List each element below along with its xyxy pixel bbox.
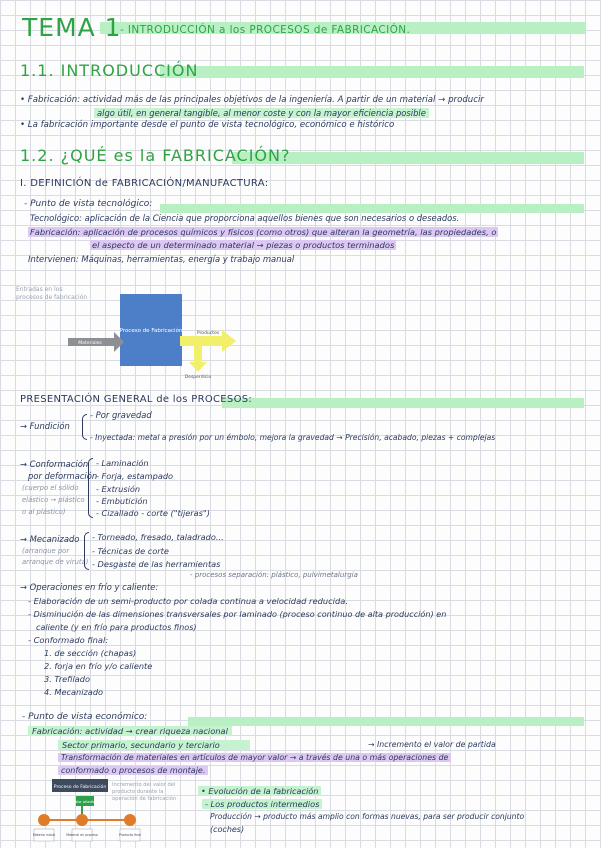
mecanizado-item-2: - Técnicas de corte	[92, 546, 169, 556]
mecanizado-brace	[84, 532, 89, 570]
conformacion-note-1: (cuerpo el sólido	[22, 484, 79, 492]
stage-1-label: Materia inicial	[32, 833, 56, 837]
stage-1-dot	[38, 814, 50, 826]
conformacion-sub: por deformación	[28, 471, 98, 481]
conformado-step-3: 3. Trefilado	[44, 674, 90, 684]
operaciones-line-2: - Disminución de las dimensiones transversales por laminado (proceso continuo de alta producción) en	[28, 609, 447, 619]
fundicion-brace	[82, 414, 87, 440]
chart-title: Proceso de Fabricación	[53, 785, 107, 790]
fabrication-diagram	[60, 288, 250, 380]
chart-note: Incremento del valor del producto durante la operación de fabricación	[112, 782, 177, 802]
tech-view-bar	[160, 204, 584, 213]
page-title: TEMA 1	[22, 13, 122, 42]
fundicion-label: → Fundición	[20, 421, 70, 431]
conformacion-note-3: o al plástico)	[22, 508, 66, 516]
diagram-note: Entradas en los procesos de fabricación	[16, 286, 88, 301]
waste-arrow	[189, 346, 207, 372]
mecanizado-label: → Mecanizado	[20, 534, 80, 544]
economic-line-4: conformado o procesos de montaje.	[58, 766, 208, 775]
mecanizado-item-3: - Desgaste de las herramientas	[92, 559, 221, 569]
economic-right-3: Producción → producto más amplio con formas nuevas, para ser producir conjunto	[210, 812, 525, 821]
intro-line-1: • Fabricación: actividad más de las principales objetivos de la ingeniería. A partir de un material → producir	[20, 95, 484, 105]
definition-heading: I. DEFINICIÓN de FABRICACIÓN/MANUFACTURA:	[20, 178, 269, 189]
page-subtitle: - INTRODUCCIÓN a los PROCESOS de FABRICACIÓN.	[120, 24, 411, 36]
intro-line-2: algo útil, en general tangible, al menor coste y con la mayor eficiencia posible	[94, 108, 429, 118]
economic-line-1: Fabricación: actividad → crear riqueza nacional	[28, 726, 232, 736]
process-label-text: Proceso de Fabricación	[119, 328, 183, 334]
tech-line-2: Fabricación: aplicación de procesos químicos y físicos (como otros) que alteran la geometría, las propiedades, o	[30, 227, 497, 237]
tech-line-3: el aspecto de un determinado material → piezas o productos terminados	[92, 240, 395, 250]
operaciones-label: → Operaciones en frío y caliente:	[20, 582, 159, 592]
conformacion-item-2: - Forja, estampado	[96, 471, 174, 481]
operaciones-line-3: caliente (y en frío para productos finos)	[36, 622, 197, 632]
conformado-step-2: 2. forja en frío y/o caliente	[44, 661, 153, 671]
economic-right-4: (coches)	[210, 825, 245, 834]
input-label: Materiales	[78, 341, 102, 346]
stage-3-label: Producto final	[119, 833, 141, 837]
economic-line-3: Transformación de materiales en artículos de mayor valor → a través de una o más operaciones de	[58, 753, 451, 762]
stage-2-dot	[76, 814, 88, 826]
economic-right-2: - Los productos intermedios	[202, 799, 322, 809]
stage-3-dot	[124, 814, 136, 826]
waste-label: Desperdicio	[184, 375, 212, 380]
conformacion-item-3: - Extrusión	[96, 484, 141, 494]
fundicion-item-2: - Inyectada: metal a presión por un émbolo, mejora la gravedad → Precisión, acabado, piezas + complejas	[90, 433, 496, 442]
operaciones-line-1: - Elaboración de un semi-producto por colada continua a velocidad reducida.	[28, 596, 348, 606]
chart-value-label: Valor añadido	[73, 800, 97, 804]
fundicion-item-1: - Por gravedad	[90, 410, 152, 420]
economic-bar	[188, 717, 584, 726]
section-1-1-title: 1.1. INTRODUCCIÓN	[20, 61, 199, 80]
conformacion-item-1: - Laminación	[96, 458, 149, 468]
process-label	[120, 327, 183, 334]
conformacion-item-4: - Embutición	[96, 496, 148, 506]
presentation-bar	[222, 398, 584, 408]
mecanizado-item-1: - Torneado, fresado, taladrado...	[92, 532, 224, 542]
tech-line-1: Tecnológico: aplicación de la Ciencia que proporciona aquellos bienes que son necesarios o deseados.	[30, 213, 460, 223]
mecanizado-note-2: arranque de viruta)	[22, 558, 89, 566]
operaciones-line-4: - Conformado final:	[28, 635, 109, 645]
tech-line-4: Intervienen: Máquinas, herramientas, energía y trabajo manual	[28, 254, 295, 264]
economic-line-2b: → Incremento el valor de partida	[368, 740, 496, 749]
section-1-2-title: 1.2. ¿QUÉ es la FABRICACIÓN?	[20, 146, 291, 165]
stage-2-label: Material en proceso	[66, 833, 98, 837]
conformado-step-4: 4. Mecanizado	[44, 687, 104, 697]
presentation-heading: PRESENTACIÓN GENERAL de los PROCESOS:	[20, 394, 253, 405]
economic-right-1: • Evolución de la fabricación	[198, 786, 321, 796]
conformado-step-1: 1. de sección (chapas)	[44, 648, 137, 658]
output-label: Productos	[196, 331, 220, 336]
conformacion-label: → Conformación	[20, 459, 89, 469]
mecanizado-note-1: (arranque por	[22, 547, 70, 555]
mecanizado-extra: - procesos separación: plástico, pulvimetalurgia	[190, 571, 358, 579]
tech-view-title: - Punto de vista tecnológico:	[24, 199, 153, 209]
economic-title: - Punto de vista económico:	[22, 712, 148, 722]
section-1-1-bar	[160, 66, 584, 78]
conformacion-note-2: elástico → plástico	[22, 496, 85, 504]
conformacion-brace	[88, 458, 93, 518]
conformacion-item-5: - Cizallado - corte ("tijeras")	[96, 508, 210, 518]
economic-line-2: Sector primario, secundario y terciario	[58, 740, 250, 750]
intro-line-3: • La fabricación importante desde el punto de vista tecnológico, económico e histórico	[20, 120, 395, 130]
